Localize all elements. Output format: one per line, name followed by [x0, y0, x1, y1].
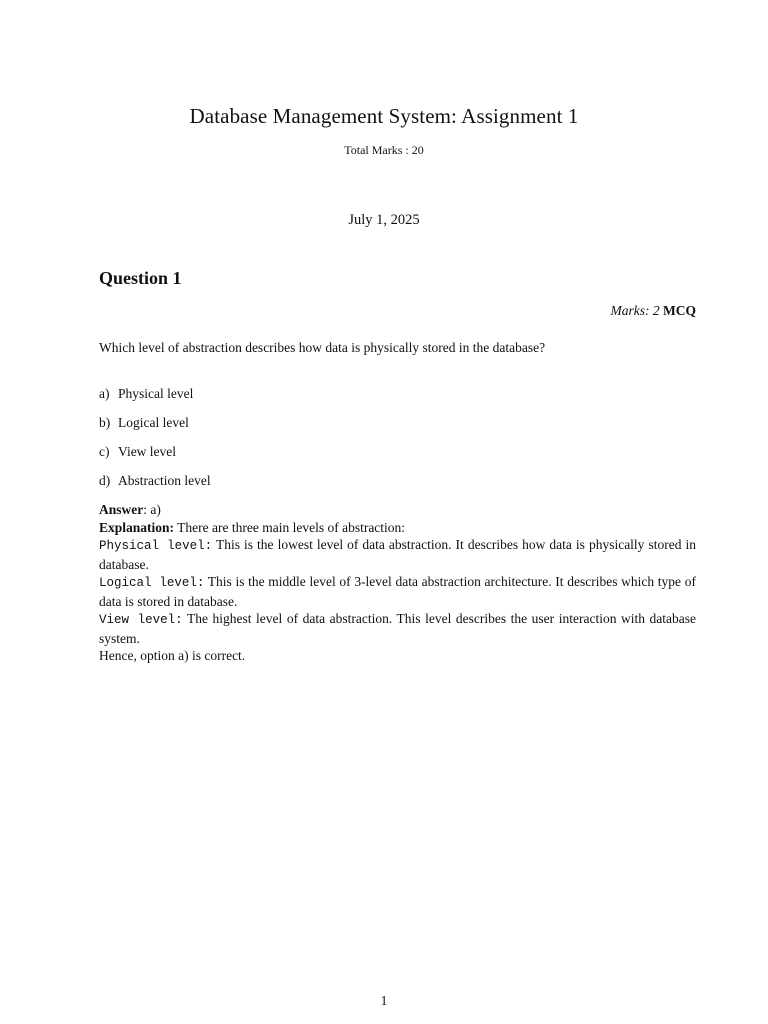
level-desc: This is the middle level of 3-level data abstraction architecture. It describes which type of data is stored in database. — [99, 574, 696, 609]
answer-label: Answer — [99, 502, 144, 517]
options-list — [99, 384, 211, 500]
level-term: View level: — [99, 613, 183, 627]
option-d — [99, 471, 211, 500]
option-letter: b) — [99, 415, 111, 430]
option-text: Logical level — [118, 415, 189, 430]
level-view — [99, 610, 696, 647]
level-physical — [99, 536, 696, 573]
marks-label: Marks: 2 — [610, 303, 660, 318]
level-desc: This is the lowest level of data abstraction. It describes how data is physically stored in database. — [99, 537, 696, 572]
answer-line — [99, 501, 696, 519]
question-text: Which level of abstraction describes how data is physically stored in the database? — [99, 340, 546, 355]
explanation-line — [99, 519, 696, 537]
document-date: July 1, 2025 — [348, 212, 420, 228]
explanation-label: Explanation: — [99, 519, 175, 535]
answer-explanation — [99, 501, 696, 665]
option-a — [99, 384, 211, 413]
question-type: MCQ — [663, 303, 696, 318]
option-letter: c) — [99, 444, 110, 459]
option-letter: a) — [99, 386, 110, 401]
question-heading: Question 1 — [99, 268, 182, 288]
page-number: 1 — [380, 993, 388, 1008]
answer-value: : a) — [143, 502, 161, 517]
document-title: Database Management System: Assignment 1 — [189, 104, 579, 128]
option-c — [99, 442, 211, 471]
level-term: Physical level: — [99, 539, 213, 553]
option-text: View level — [118, 444, 177, 459]
level-logical — [99, 573, 696, 610]
question-marks — [611, 303, 697, 319]
option-letter: d) — [99, 473, 111, 488]
total-marks: Total Marks : 20 — [344, 143, 424, 157]
option-text: Abstraction level — [118, 473, 211, 488]
explanation-intro: There are three main levels of abstraction: — [174, 519, 406, 535]
level-term: Logical level: — [99, 576, 205, 590]
level-desc: The highest level of data abstraction. This level describes the user interaction with database system. — [99, 611, 696, 646]
option-text: Physical level — [118, 386, 194, 401]
conclusion: Hence, option a) is correct. — [99, 648, 246, 663]
option-b — [99, 413, 211, 442]
